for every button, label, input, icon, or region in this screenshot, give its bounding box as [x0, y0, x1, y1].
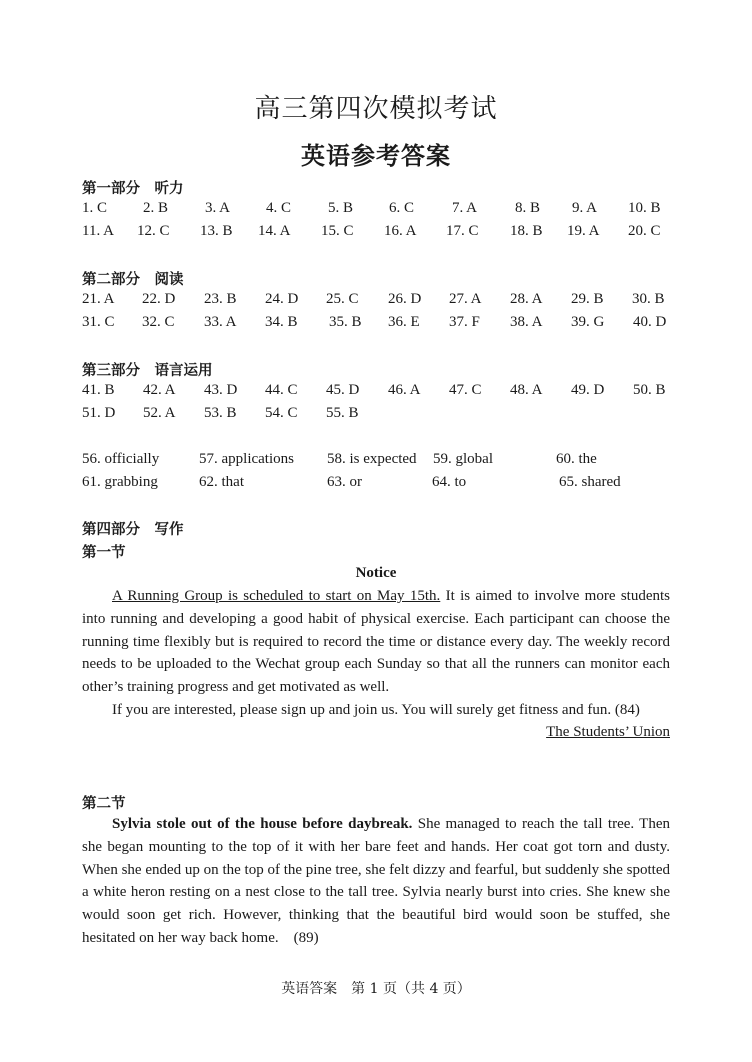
answer-item: 11. A	[82, 223, 114, 239]
answer-row	[82, 382, 682, 402]
answer-item: 17. C	[446, 223, 479, 239]
fill-answer: 59. global	[433, 451, 493, 467]
fill-row	[82, 451, 682, 471]
answer-item: 15. C	[321, 223, 354, 239]
answer-item: 55. B	[326, 405, 359, 421]
answer-item: 29. B	[571, 291, 604, 307]
answer-item: 10. B	[628, 200, 661, 216]
section1-heading: 第一节	[82, 545, 126, 561]
fill-answer: 60. the	[556, 451, 597, 467]
fill-answer: 65. shared	[559, 474, 621, 490]
answer-item: 27. A	[449, 291, 482, 307]
answer-row	[82, 405, 682, 425]
answer-item: 49. D	[571, 382, 605, 398]
answer-item: 35. B	[329, 314, 362, 330]
part4-heading: 第四部分 写作	[82, 522, 184, 538]
fill-answer: 64. to	[432, 474, 467, 490]
answer-row	[82, 291, 682, 311]
answer-item: 52. A	[143, 405, 176, 421]
part3-heading: 第三部分 语言运用	[82, 363, 213, 379]
notice-body: It is aimed to involve more students into running and developing a good habit of physical exercise. Each participant can choose the running time flexibly but is required to record the time or distance every day. The weekly record needs to be uploaded to the Wechat group each Sunday so that all the runners can monitor each other’s training progress and get motivated as well.	[82, 588, 670, 696]
answer-item: 54. C	[265, 405, 298, 421]
answer-item: 19. A	[567, 223, 600, 239]
answer-item: 13. B	[200, 223, 233, 239]
answer-item: 47. C	[449, 382, 482, 398]
page-footer: 英语答案 第 1 页（共 4 页）	[281, 981, 471, 997]
answer-item: 16. A	[384, 223, 417, 239]
answer-item: 12. C	[137, 223, 170, 239]
answer-item: 43. D	[204, 382, 238, 398]
answer-item: 39. G	[571, 314, 605, 330]
notice-signature: The Students’ Union	[546, 724, 670, 740]
answer-item: 18. B	[510, 223, 543, 239]
answer-item: 1. C	[82, 200, 108, 216]
answer-item: 25. C	[326, 291, 359, 307]
answer-item: 53. B	[204, 405, 237, 421]
answer-item: 30. B	[632, 291, 665, 307]
section2-heading: 第二节	[82, 796, 126, 812]
story-body: She managed to reach the tall tree. Then she began mounting to the top of it with her bare feet and hands. Her coat got torn and dusty. When she ended up on the top of the pine tree, she felt dizzy and fearful, but suddenly she spotted a white heron resting on a nest close to the tall tree. Sylvia nearly burst into cries. She knew she would soon get rich. However, thinking that the beautiful bird would soon be stuffed, she hesitated on her way back home. (89)	[82, 816, 670, 946]
answer-item: 34. B	[265, 314, 298, 330]
answer-item: 14. A	[258, 223, 291, 239]
answer-item: 24. D	[265, 291, 299, 307]
answer-item: 5. B	[328, 200, 354, 216]
answer-item: 23. B	[204, 291, 237, 307]
answer-item: 20. C	[628, 223, 661, 239]
page-title: 高三第四次模拟考试	[254, 94, 498, 124]
notice-closing-text: If you are interested, please sign up and join us. You will surely get fitness and fun. (84)	[112, 702, 640, 718]
answer-item: 41. B	[82, 382, 115, 398]
answer-item: 42. A	[143, 382, 176, 398]
answer-item: 33. A	[204, 314, 237, 330]
answer-item: 36. E	[388, 314, 420, 330]
answer-row	[82, 200, 682, 220]
answer-item: 32. C	[142, 314, 175, 330]
answer-row	[82, 223, 682, 243]
story-lead-sentence: Sylvia stole out of the house before daybreak.	[112, 816, 413, 832]
answer-item: 37. F	[449, 314, 480, 330]
fill-answer: 56. officially	[82, 451, 160, 467]
answer-row	[82, 314, 682, 334]
answer-item: 45. D	[326, 382, 360, 398]
notice-paragraph	[82, 585, 670, 699]
answer-item: 50. B	[633, 382, 666, 398]
answer-item: 31. C	[82, 314, 115, 330]
part1-heading: 第一部分 听力	[82, 181, 184, 197]
answer-item: 7. A	[452, 200, 478, 216]
answer-item: 46. A	[388, 382, 421, 398]
answer-item: 26. D	[388, 291, 422, 307]
page-subtitle: 英语参考答案	[301, 141, 451, 170]
fill-answer: 58. is expected	[327, 451, 417, 467]
notice-lead-sentence: A Running Group is scheduled to start on May 15th.	[112, 588, 441, 604]
notice-closing	[82, 699, 670, 722]
answer-item: 44. C	[265, 382, 298, 398]
answer-item: 9. A	[572, 200, 598, 216]
answer-item: 6. C	[389, 200, 415, 216]
answer-item: 8. B	[515, 200, 541, 216]
fill-answer: 57. applications	[199, 451, 294, 467]
fill-answer: 61. grabbing	[82, 474, 158, 490]
answer-item: 51. D	[82, 405, 116, 421]
answer-item: 38. A	[510, 314, 543, 330]
answer-item: 28. A	[510, 291, 543, 307]
answer-item: 21. A	[82, 291, 115, 307]
answer-item: 48. A	[510, 382, 543, 398]
answer-item: 2. B	[143, 200, 169, 216]
notice-title: Notice	[355, 565, 397, 581]
answer-item: 4. C	[266, 200, 292, 216]
fill-answer: 62. that	[199, 474, 244, 490]
answer-item: 40. D	[633, 314, 667, 330]
answer-item: 3. A	[205, 200, 231, 216]
part2-heading: 第二部分 阅读	[82, 272, 184, 288]
fill-row	[82, 474, 682, 494]
story-paragraph	[82, 813, 670, 950]
answer-item: 22. D	[142, 291, 176, 307]
fill-answer: 63. or	[327, 474, 362, 490]
